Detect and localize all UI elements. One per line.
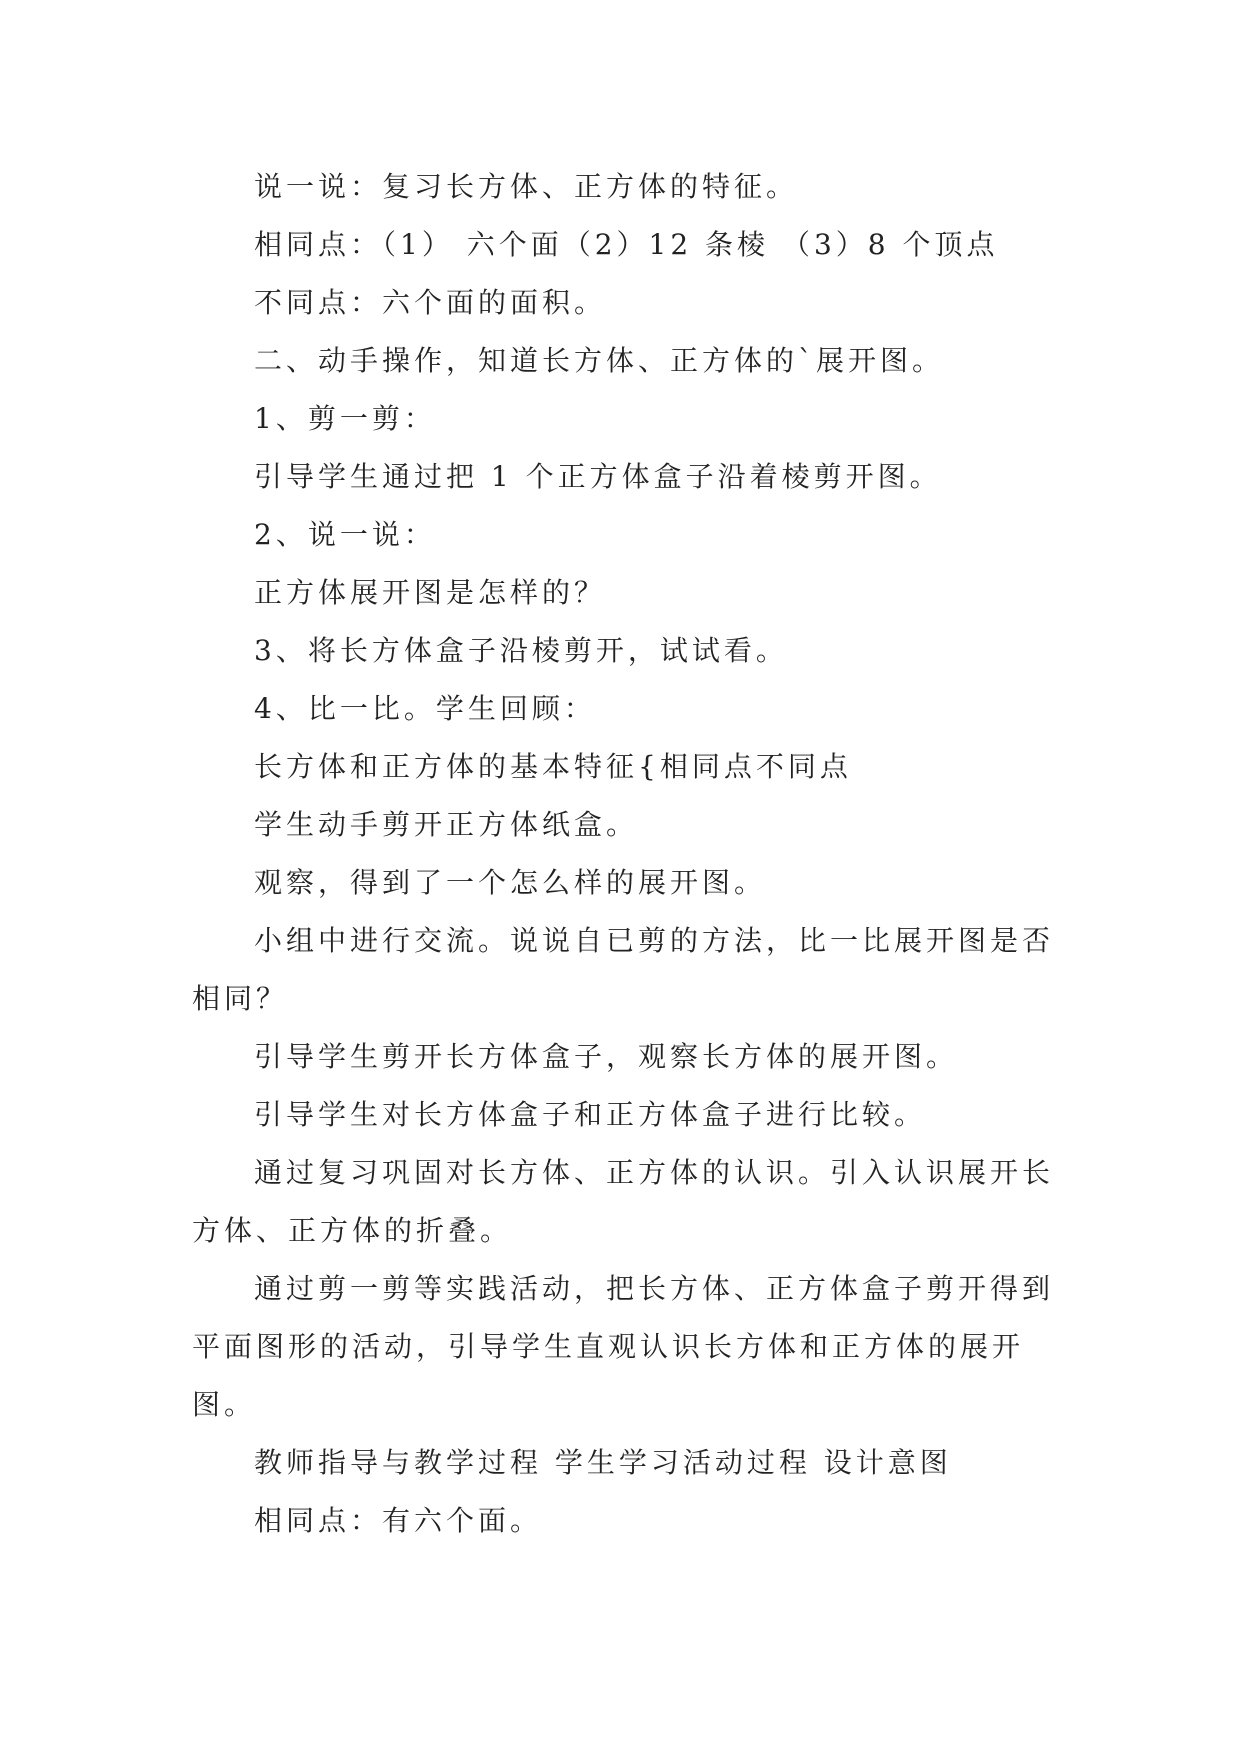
paragraph-guide-compare: 引导学生对长方体盒子和正方体盒子进行比较。 bbox=[254, 1098, 927, 1131]
paragraph-review-features: 说一说：复习长方体、正方体的特征。 bbox=[254, 170, 799, 203]
paragraph-observe: 观察，得到了一个怎么样的展开图。 bbox=[254, 866, 767, 899]
paragraph-design-intent-practice: 通过剪一剪等实践活动，把长方体、正方体盒子剪开得到平面图形的活动，引导学生直观认识长方体和正方体的展开图。 bbox=[192, 1272, 1055, 1421]
paragraph-guide-cut-cuboid: 引导学生剪开长方体盒子，观察长方体的展开图。 bbox=[254, 1040, 959, 1073]
step-cut-cuboid: 3、将长方体盒子沿棱剪开，试试看。 bbox=[254, 634, 788, 667]
paragraph-six-faces: 相同点：有六个面。 bbox=[254, 1504, 543, 1537]
paragraph-table-header: 教师指导与教学过程 学生学习活动过程 设计意图 bbox=[254, 1446, 952, 1479]
paragraph-group-discussion: 小组中进行交流。说说自已剪的方法，比一比展开图是否相同？ bbox=[192, 924, 1055, 1015]
paragraph-similarities: 相同点：（1） 六个面（2）12 条棱 （3）8 个顶点 bbox=[254, 228, 999, 261]
step-cut: 1、剪一剪： bbox=[254, 402, 436, 435]
step-discuss: 2、说一说： bbox=[254, 518, 436, 551]
paragraph-guide-cut-cube: 引导学生通过把 1 个正方体盒子沿着棱剪开图。 bbox=[254, 460, 942, 493]
document-body bbox=[192, 158, 1058, 1550]
paragraph-differences: 不同点：六个面的面积。 bbox=[254, 286, 607, 319]
question-cube-net: 正方体展开图是怎样的？ bbox=[254, 576, 607, 609]
section-heading-hands-on: 二、动手操作，知道长方体、正方体的`展开图。 bbox=[254, 344, 945, 377]
step-compare: 4、比一比。学生回顾： bbox=[254, 692, 596, 725]
paragraph-design-intent-review: 通过复习巩固对长方体、正方体的认识。引入认识展开长方体、正方体的折叠。 bbox=[192, 1156, 1055, 1247]
paragraph-students-cut-box: 学生动手剪开正方体纸盒。 bbox=[254, 808, 639, 841]
paragraph-basic-features: 长方体和正方体的基本特征{相同点不同点 bbox=[254, 750, 852, 783]
